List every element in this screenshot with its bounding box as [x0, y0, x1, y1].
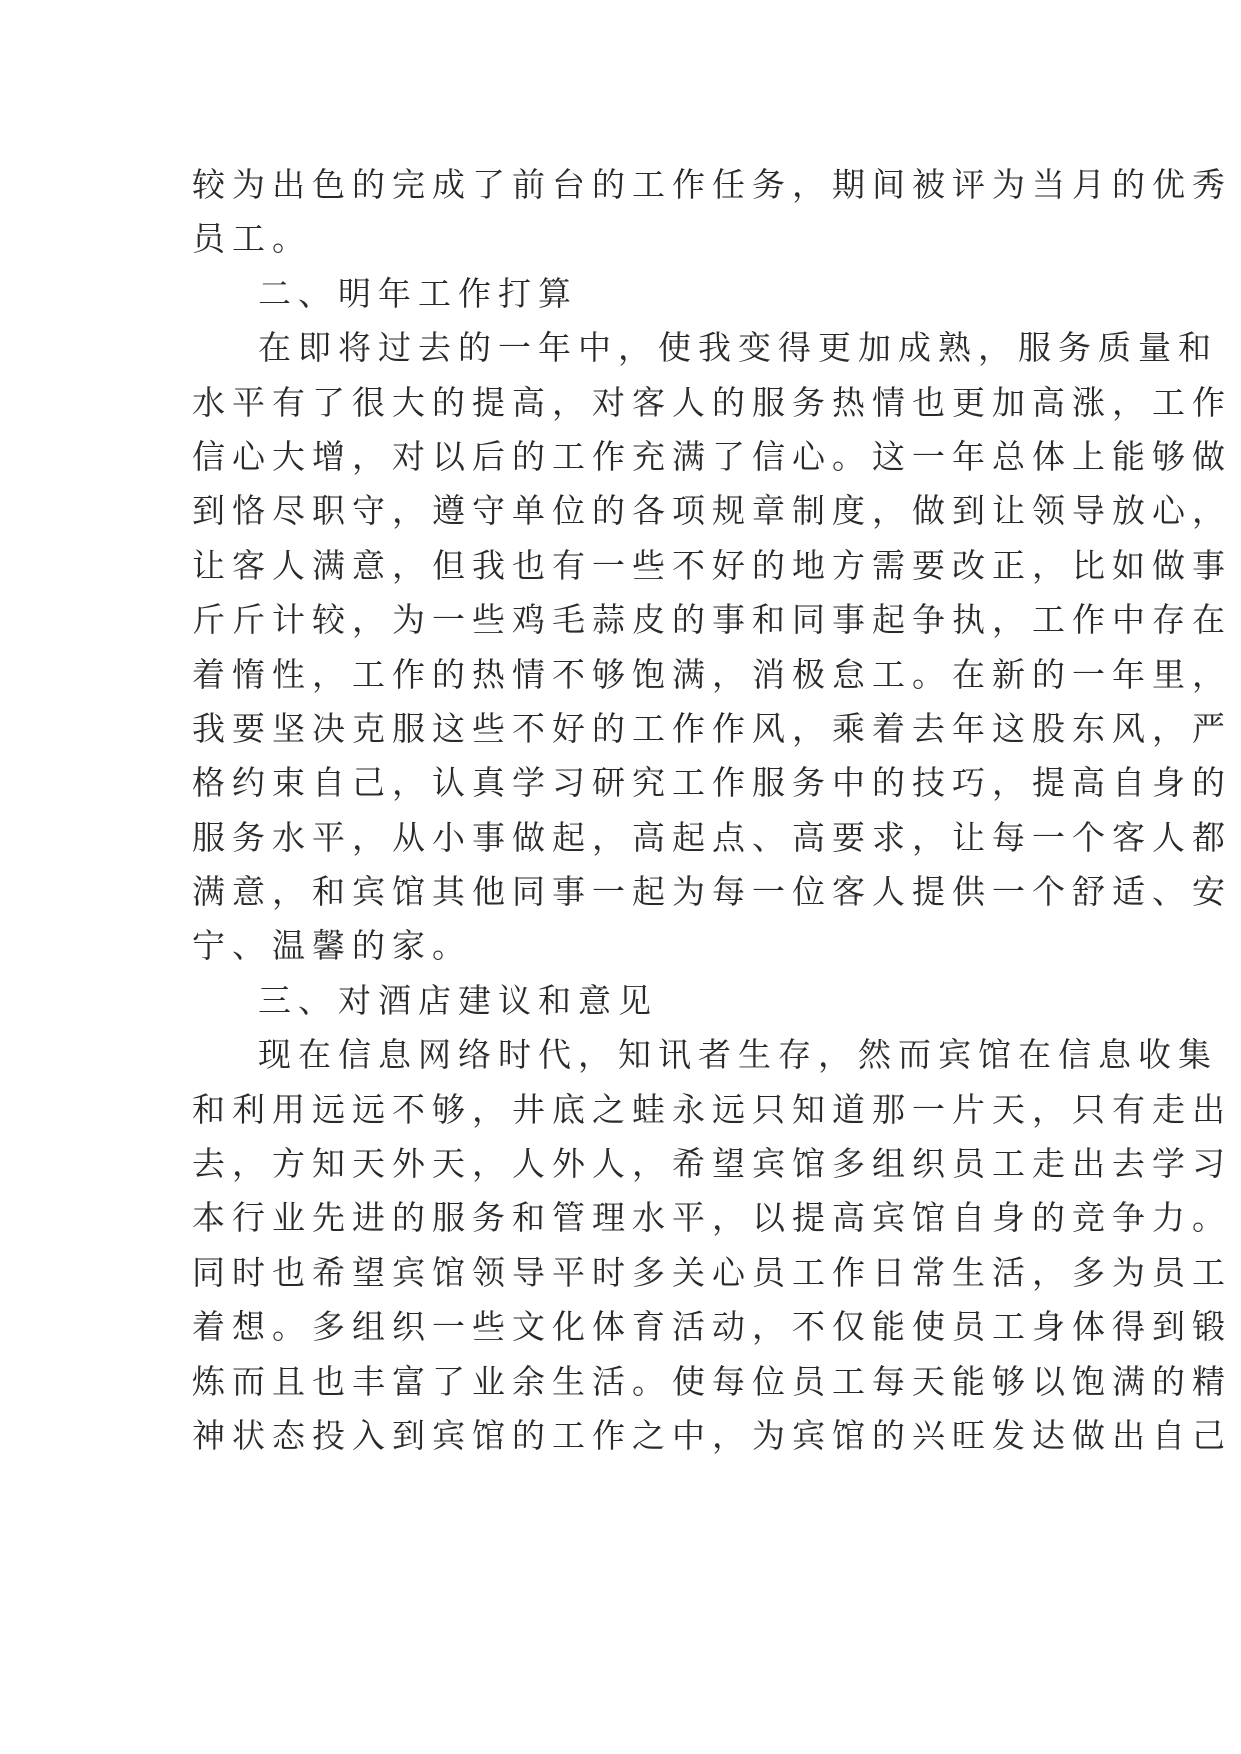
- text-line: 去，方知天外天，人外人，希望宾馆多组织员工走出去学习: [192, 1144, 1232, 1184]
- text-line: 和利用远远不够，井底之蛙永远只知道那一片天，只有走出: [192, 1089, 1232, 1129]
- text-line: 我要坚决克服这些不好的工作作风，乘着去年这股东风，严: [192, 708, 1232, 748]
- text-line: 让客人满意，但我也有一些不好的地方需要改正，比如做事: [192, 545, 1232, 585]
- text-line: 格约束自己，认真学习研究工作服务中的技巧，提高自身的: [192, 763, 1232, 803]
- text-line: 水平有了很大的提高，对客人的服务热情也更加高涨，工作: [192, 382, 1232, 422]
- text-line: 本行业先进的服务和管理水平，以提高宾馆自身的竞争力。: [192, 1198, 1232, 1238]
- text-line: 同时也希望宾馆领导平时多关心员工作日常生活，多为员工: [192, 1252, 1232, 1292]
- text-line: 到恪尽职守，遵守单位的各项规章制度，做到让领导放心，: [192, 491, 1232, 531]
- text-line: 神状态投入到宾馆的工作之中，为宾馆的兴旺发达做出自己: [192, 1415, 1232, 1455]
- text-line: 着想。多组织一些文化体育活动，不仅能使员工身体得到锻: [192, 1307, 1232, 1347]
- document-body: [192, 158, 1232, 1463]
- text-line: 满意，和宾馆其他同事一起为每一位客人提供一个舒适、安: [192, 872, 1232, 912]
- section-heading: 二、明年工作打算: [258, 273, 578, 313]
- text-line: 宁、温馨的家。: [192, 926, 472, 966]
- text-line: 员工。: [192, 219, 312, 259]
- text-line: 服务水平，从小事做起，高起点、高要求，让每一个客人都: [192, 817, 1232, 857]
- paragraph-start: 现在信息网络时代，知讯者生存，然而宾馆在信息收集: [258, 1035, 1218, 1075]
- text-line: 较为出色的完成了前台的工作任务，期间被评为当月的优秀: [192, 165, 1232, 204]
- text-line: 着惰性，工作的热情不够饱满，消极怠工。在新的一年里，: [192, 654, 1232, 694]
- paragraph-start: 在即将过去的一年中，使我变得更加成熟，服务质量和: [258, 328, 1218, 368]
- section-heading: 三、对酒店建议和意见: [258, 980, 658, 1020]
- text-line: 炼而且也丰富了业余生活。使每位员工每天能够以饱满的精: [192, 1361, 1232, 1401]
- text-line: 信心大增，对以后的工作充满了信心。这一年总体上能够做: [192, 436, 1232, 476]
- text-line: 斤斤计较，为一些鸡毛蒜皮的事和同事起争执，工作中存在: [192, 600, 1232, 640]
